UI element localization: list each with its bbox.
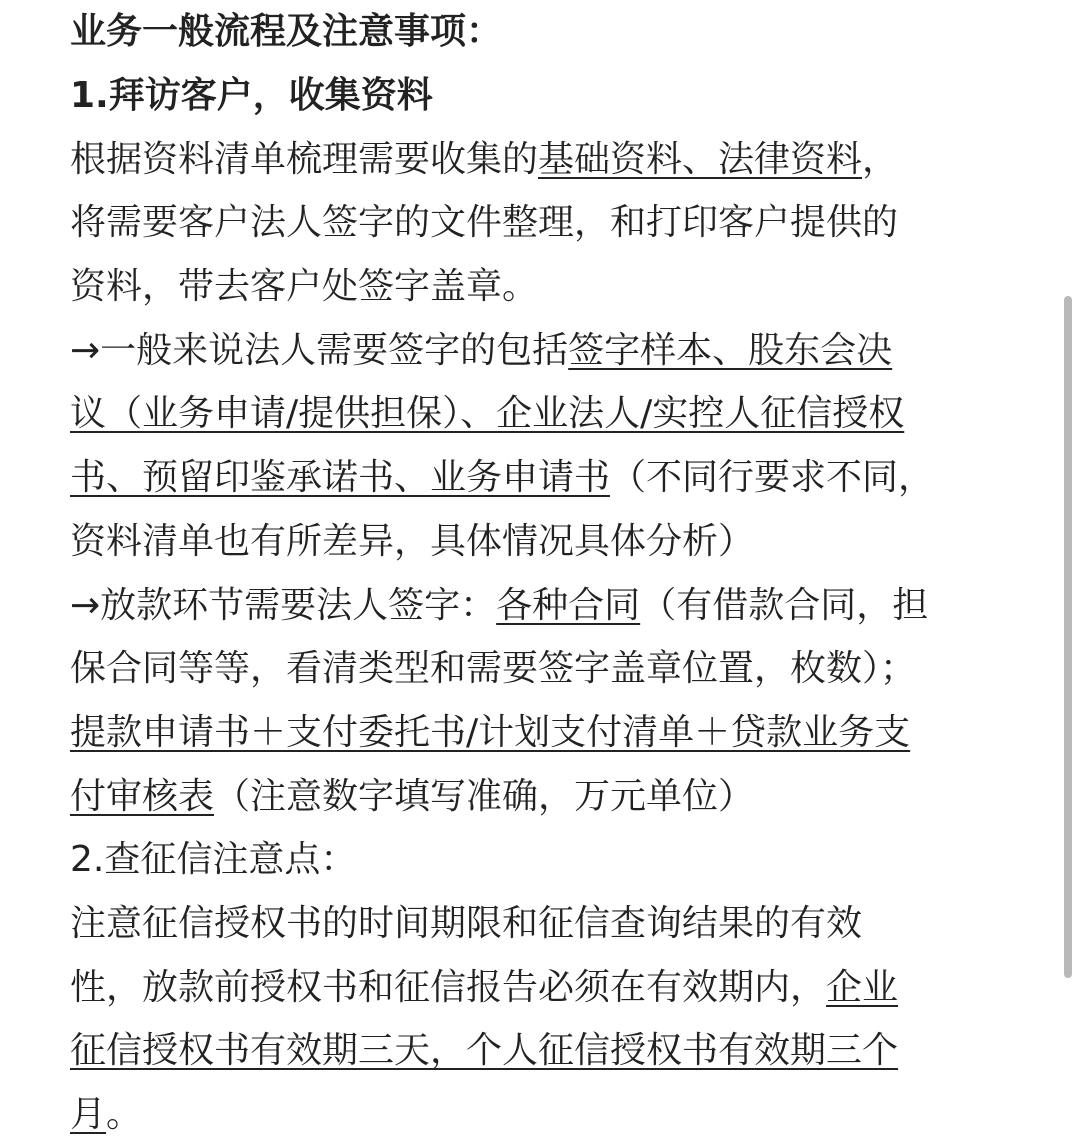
text-span: 资料清单也有所差异，具体情况具体分析） [70,520,755,562]
text-span: （有借款合同，担 [640,584,929,626]
section1-para2-line3 [70,446,1015,510]
underlined-text: 签字样本、股东会决 [568,329,893,371]
section2-para-line4 [70,1083,1015,1144]
underlined-text: 提款申请书＋支付委托书/计划支付清单＋贷款业务支 [70,711,911,753]
section1-para1-line1 [70,128,1015,192]
page-title [70,0,1015,64]
section1-para1-line2 [70,191,1015,255]
underlined-text: 征信授权书有效期三天，个人征信授权书有效期三个 [70,1030,899,1072]
section1-para3-line3 [70,701,1015,765]
document-body [70,0,1015,1144]
text-span: ， [862,138,899,180]
section1-para3-line4 [70,765,1015,829]
underlined-text: 书、预留印鉴承诺书、业务申请书 [70,457,611,499]
section1-para1-line3 [70,255,1015,319]
text-span: 保合同等等，看清类型和需要签字盖章位置，枚数）； [70,648,917,690]
underlined-text: 付审核表 [70,775,215,817]
text-span: 。 [106,1094,143,1135]
text-span: （注意数字填写准确，万元单位） [214,775,755,817]
section2-para-line2 [70,956,1015,1020]
section2-para-line1 [70,892,1015,956]
section1-para3-line2 [70,637,1015,701]
section1-heading [70,64,1015,128]
section2-heading [70,828,1015,892]
underlined-text: 基础资料、法律资料 [538,138,863,180]
section1-para2-line4 [70,510,1015,574]
section2-heading-text: 2.查征信注意点： [70,839,357,881]
underlined-text: 月 [70,1094,107,1135]
page-title-text: 业务一般流程及注意事项： [70,11,503,52]
text-span: （不同行要求不同， [610,457,935,499]
text-span: 性，放款前授权书和征信报告必须在有效期内， [70,966,827,1008]
text-span: 资料，带去客户处签字盖章。 [70,266,539,308]
underlined-text: 议（业务申请/提供担保）、企业法人/实控人征信授权 [70,393,905,435]
underlined-text: 企业 [826,966,899,1008]
section1-para3-line1 [70,574,1015,638]
section1-para2-line1 [70,319,1015,383]
text-span: 根据资料清单梳理需要收集的 [70,138,539,180]
text-span: →放款环节需要法人签字： [70,584,497,626]
underlined-text: 各种合同 [496,584,641,626]
text-span: 将需要客户法人签字的文件整理，和打印客户提供的 [70,202,899,244]
text-span: 注意征信授权书的时间期限和征信查询结果的有效 [70,902,863,944]
section1-heading-text: 1.拜访客户，收集资料 [70,75,433,116]
section2-para-line3 [70,1019,1015,1083]
section1-para2-line2 [70,382,1015,446]
text-span: →一般来说法人需要签字的包括 [70,329,569,371]
vertical-scrollbar[interactable] [1064,296,1072,978]
